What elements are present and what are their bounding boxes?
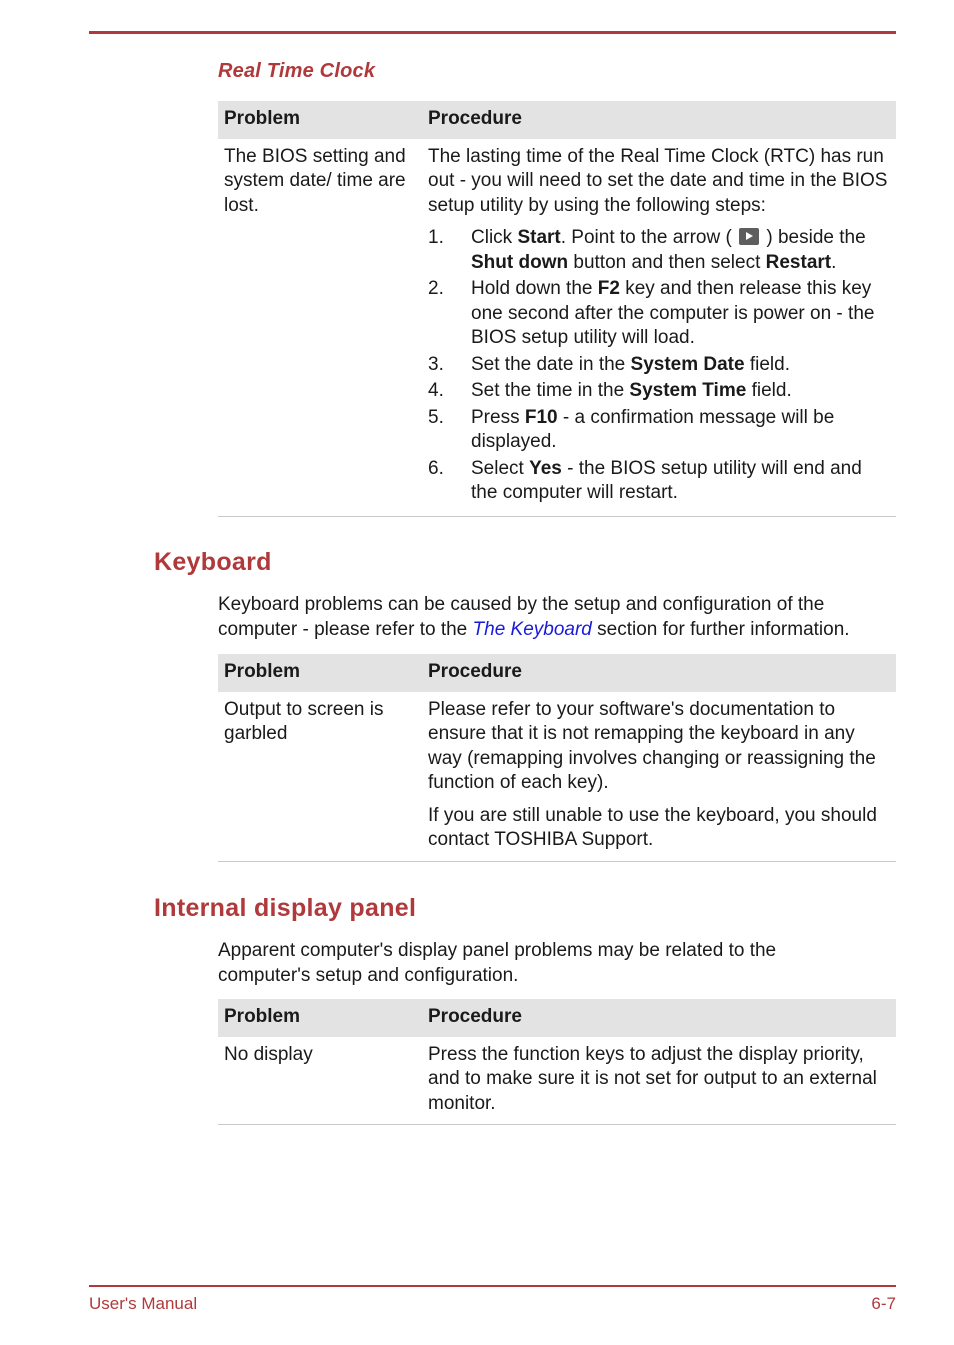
section-title-keyboard: Keyboard: [154, 548, 272, 576]
list-item: [428, 353, 890, 378]
step-text: [471, 353, 890, 378]
column-header-problem: Problem: [218, 999, 422, 1037]
rtc-table: [218, 101, 896, 517]
keyboard-intro: [218, 593, 898, 642]
problem-cell: No display: [218, 1037, 422, 1125]
column-header-procedure: Procedure: [422, 101, 896, 139]
bold-term: Start: [517, 227, 561, 248]
procedure-steps: [428, 226, 890, 506]
step-text-fragment: Select: [471, 457, 530, 479]
list-item: [428, 379, 890, 404]
rtc-subheading: Real Time Clock: [218, 60, 376, 82]
step-text-fragment: field.: [746, 380, 792, 401]
bold-term: System Time: [629, 380, 747, 401]
step-text-fragment: - a confirmation message will be displayed.: [471, 406, 835, 452]
step-number: 6.: [428, 457, 444, 479]
the-keyboard-link[interactable]: The Keyboard: [472, 618, 592, 640]
column-header-problem: Problem: [218, 101, 422, 139]
procedure-paragraph: Please refer to your software's documentation to ensure that it is not remapping the keyboard in any way (remapping involves changing or reassigning the function of each key).: [428, 698, 876, 793]
step-text-fragment: key and then release this key one second after the computer is power on - the BIOS setup utility will load.: [471, 278, 875, 348]
step-text: [471, 379, 890, 404]
bold-term: F10: [524, 406, 558, 428]
table-header-row: [218, 101, 896, 139]
table-row: [218, 1037, 896, 1125]
list-item: [428, 406, 890, 455]
intro-text: Keyboard problems can be caused by the setup and configuration of the computer - please refer to the: [218, 594, 825, 640]
intro-text-end: section for further information.: [591, 618, 850, 640]
step-text: [471, 406, 890, 455]
step-text: [471, 277, 890, 351]
display-table: [218, 999, 896, 1125]
list-item: [428, 277, 890, 351]
step-text-fragment: .: [831, 251, 837, 273]
bold-term: System Date: [630, 353, 745, 375]
step-text: [471, 226, 890, 275]
step-text-fragment: Hold down the: [471, 278, 598, 299]
step-number: 1.: [428, 227, 444, 248]
bold-term: Shut down: [471, 251, 569, 273]
footer-rule: [89, 1285, 896, 1287]
list-item: [428, 226, 890, 275]
procedure-paragraph: If you are still unable to use the keyboard, you should contact TOSHIBA Support.: [428, 804, 877, 850]
step-text-fragment: Press: [471, 406, 525, 428]
table-header-row: [218, 999, 896, 1037]
section-title-internal-display-panel: Internal display panel: [154, 894, 417, 922]
page-number: 6-7: [871, 1294, 896, 1313]
step-text-fragment: . Point to the arrow (: [560, 227, 738, 248]
bold-term: Yes: [529, 457, 562, 479]
display-intro: Apparent computer's display panel problems may be related to the computer's setup and configuration.: [218, 940, 777, 986]
problem-cell: Output to screen is garbled: [218, 692, 422, 862]
footer-manual-title: User's Manual: [89, 1294, 198, 1313]
bold-term: F2: [597, 278, 620, 299]
procedure-intro: The lasting time of the Real Time Clock (RTC) has run out - you will need to set the date and time in the BIOS setup utility by using the following steps:: [428, 145, 888, 216]
step-number: 2.: [428, 278, 444, 299]
arrow-icon: [739, 228, 759, 245]
step-number: 5.: [428, 406, 444, 428]
table-header-row: [218, 654, 896, 692]
table-row: [218, 692, 896, 862]
column-header-procedure: Procedure: [422, 654, 896, 692]
column-header-procedure: Procedure: [422, 999, 896, 1037]
step-text: [471, 457, 890, 506]
procedure-cell: [422, 139, 896, 517]
step-number: 4.: [428, 380, 444, 401]
step-text-fragment: field.: [744, 353, 790, 375]
procedure-cell: Press the function keys to adjust the display priority, and to make sure it is not set for output to an external monitor.: [422, 1037, 896, 1125]
step-text-fragment: ) beside the: [761, 227, 866, 248]
step-text-fragment: Set the time in the: [471, 380, 630, 401]
bold-term: Restart: [765, 251, 832, 273]
step-text-fragment: Click: [471, 227, 518, 248]
column-header-problem: Problem: [218, 654, 422, 692]
step-text-fragment: - the BIOS setup utility will end and the computer will restart.: [471, 457, 862, 503]
step-text-fragment: Set the date in the: [471, 353, 631, 375]
step-text-fragment: button and then select: [568, 251, 766, 273]
procedure-cell: [422, 692, 896, 862]
step-number: 3.: [428, 353, 444, 375]
table-row: [218, 139, 896, 517]
keyboard-table: [218, 654, 896, 862]
header-rule: [89, 31, 896, 34]
problem-cell: The BIOS setting and system date/ time are lost.: [218, 139, 422, 517]
list-item: [428, 457, 890, 506]
